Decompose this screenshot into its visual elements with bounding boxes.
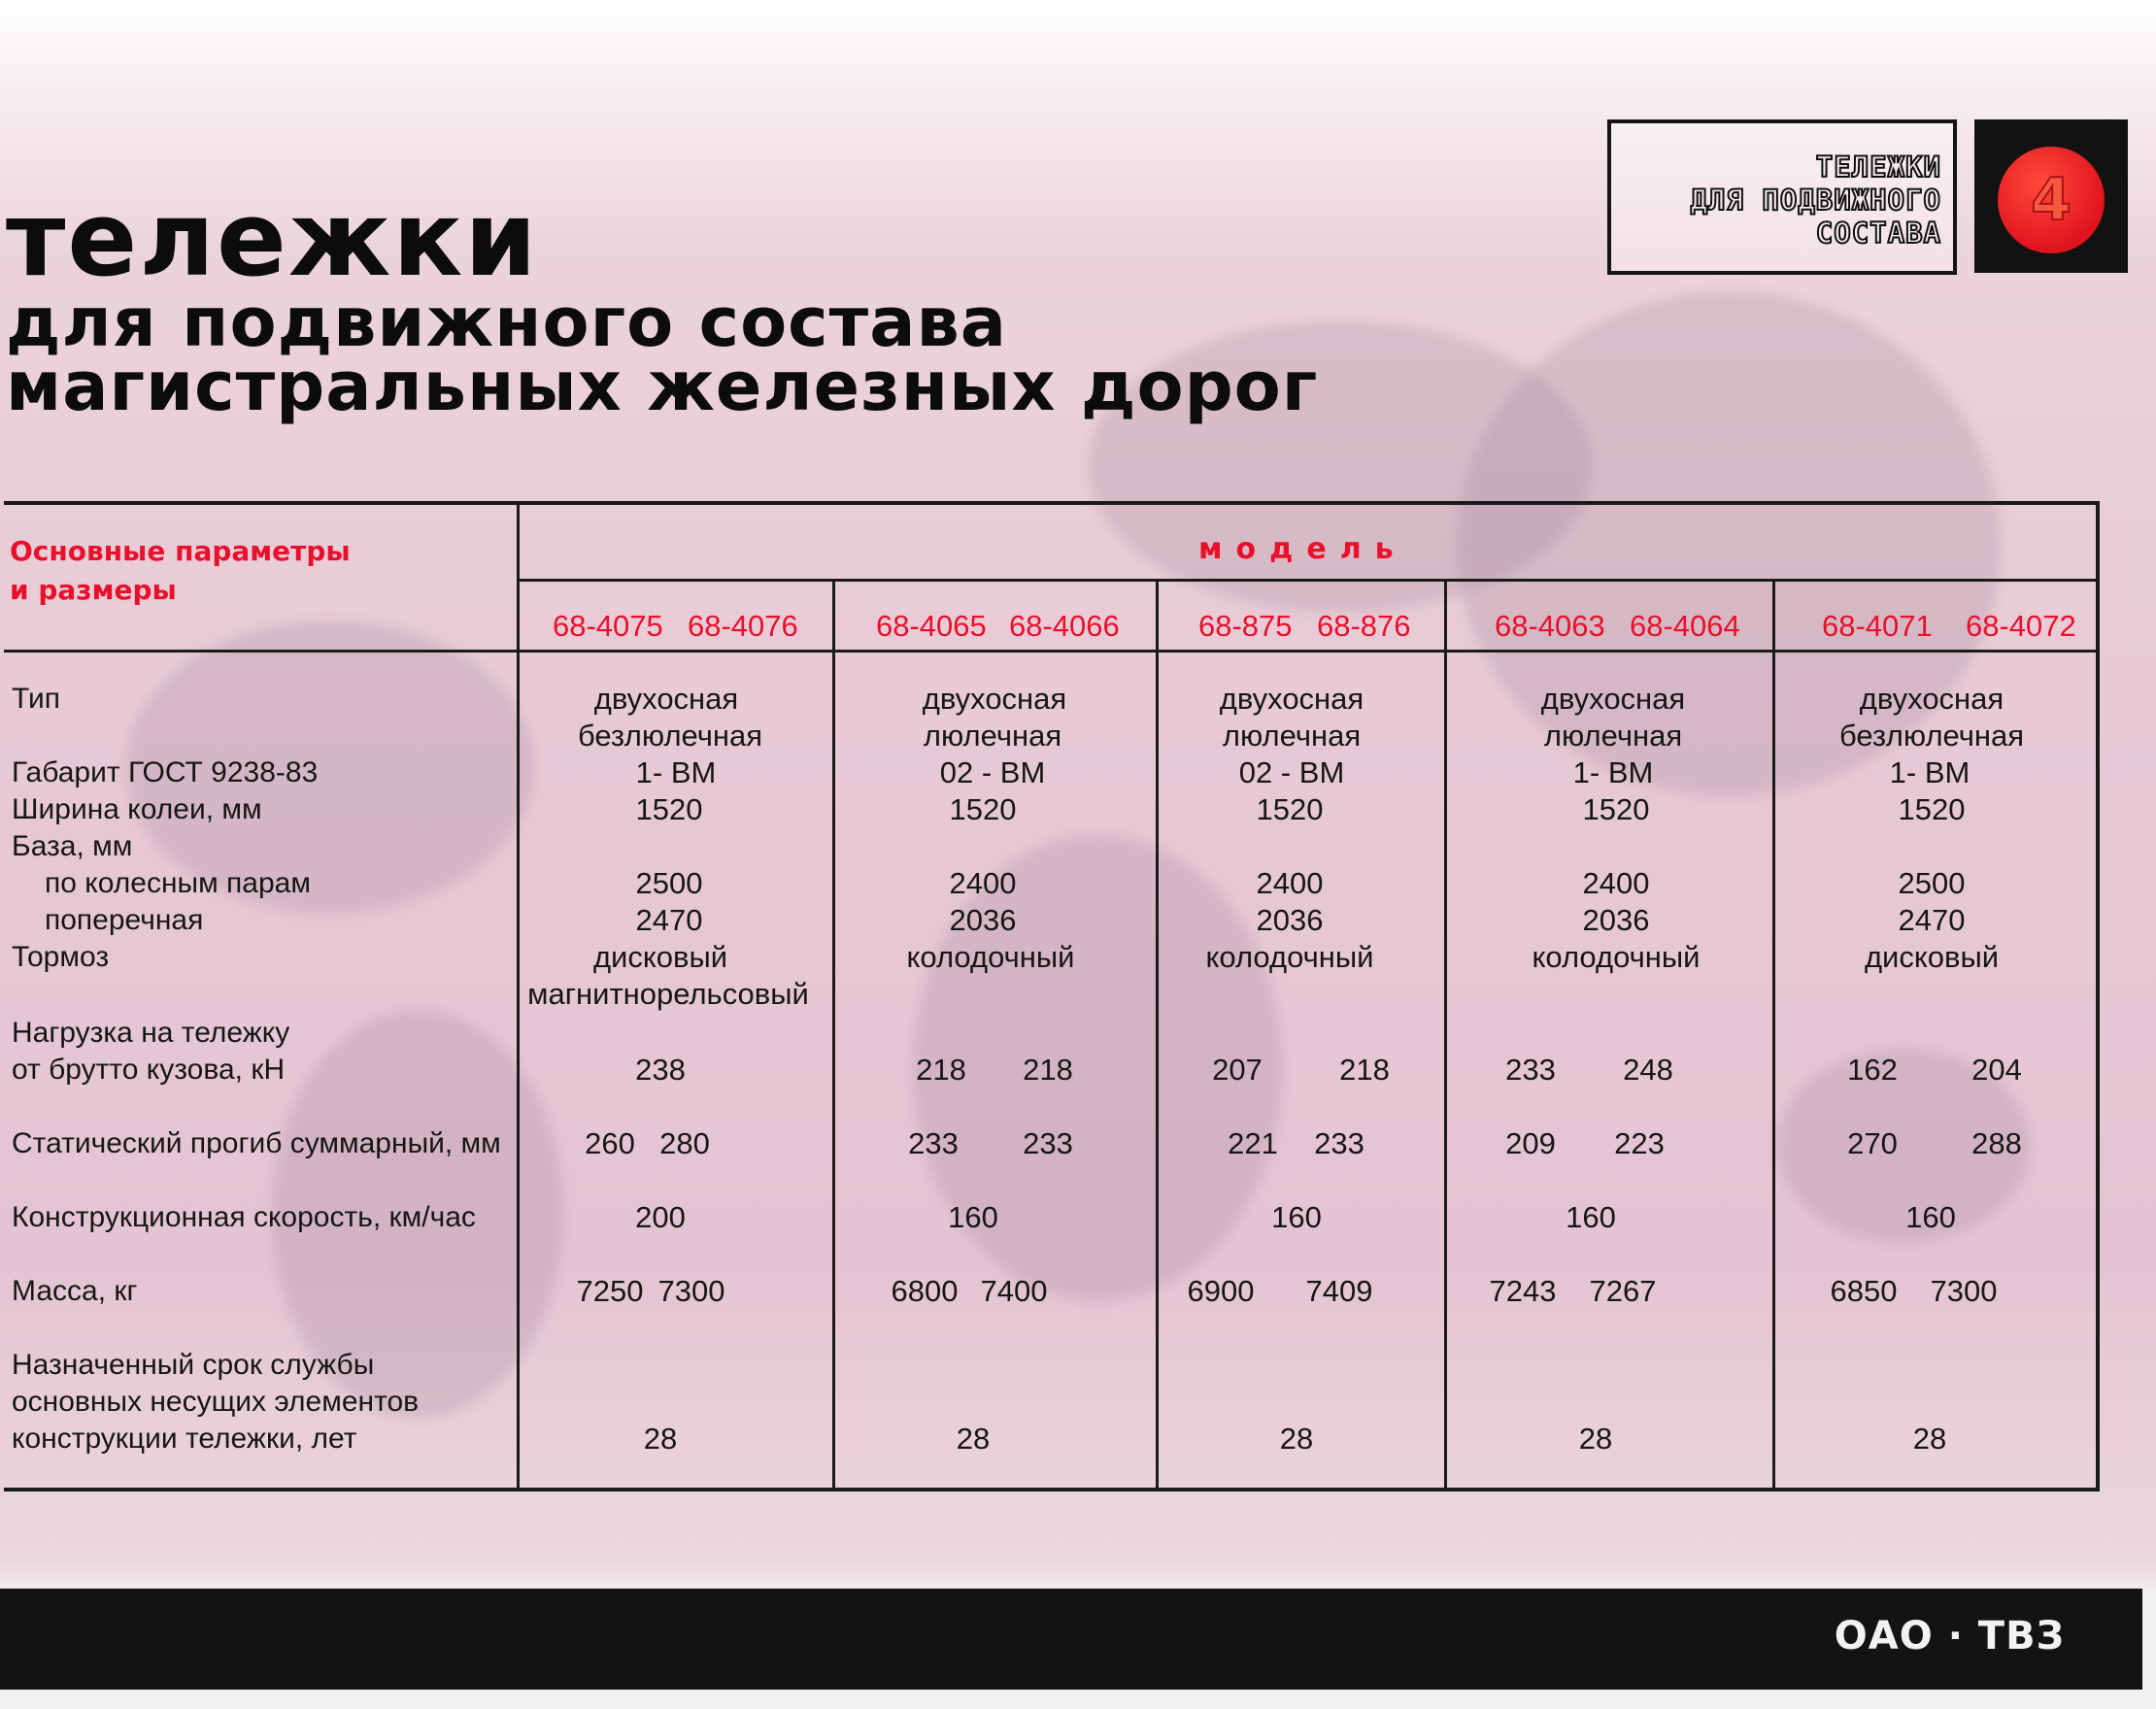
table-cell-base-wheel: 2500	[1898, 866, 1966, 900]
model-code: 68-876	[1317, 609, 1411, 643]
table-cell-deflection: 233	[1023, 1126, 1073, 1160]
table-cell-load: 204	[1971, 1053, 2022, 1087]
table-cell-mass: 7300	[1930, 1274, 1998, 1308]
params-header	[10, 532, 351, 610]
table-cell-deflection: 233	[1314, 1126, 1364, 1160]
table-cell-brake: колодочный	[1205, 940, 1374, 974]
table-cell-type: люлечная	[1222, 719, 1362, 753]
table-cell-load: 248	[1623, 1053, 1673, 1087]
table-cell-type: безлюлечная	[577, 719, 763, 753]
row-label-life: Назначенный срок службы	[12, 1349, 375, 1381]
table-cell-track: 1520	[949, 792, 1017, 826]
badge-line-1: ТЕЛЕЖКИ	[1815, 151, 1941, 184]
table-cell-life: 28	[643, 1422, 678, 1456]
table-cell-deflection: 223	[1614, 1126, 1665, 1160]
table-cell-gabarit: 1- ВМ	[635, 755, 717, 789]
row-label-base-wheel: по колесным парам	[45, 867, 311, 899]
row-label-load: Нагрузка на тележку	[12, 1017, 290, 1049]
page-title	[6, 180, 1319, 426]
table-cell-mass: 7267	[1589, 1274, 1657, 1308]
model-code: 68-4064	[1630, 609, 1740, 643]
table-cell-mass: 7409	[1305, 1274, 1373, 1308]
table-cell-load: 218	[1023, 1053, 1073, 1087]
table-cell-deflection: 233	[908, 1126, 959, 1160]
table-divider	[1444, 579, 1447, 1491]
table-cell-base-cross: 2470	[1898, 903, 1966, 937]
row-label-type: Тип	[12, 683, 61, 715]
table-cell-deflection: 221	[1228, 1126, 1278, 1160]
table-cell-type: двухосная	[1540, 682, 1686, 716]
table-divider	[1772, 579, 1775, 1491]
badge-line-2: ДЛЯ ПОДВИЖНОГО	[1690, 184, 1941, 217]
table-cell-type: двухосная	[593, 682, 739, 716]
table-cell-load: 162	[1847, 1053, 1898, 1087]
row-label-brake: Тормоз	[12, 941, 110, 973]
table-divider	[4, 650, 2100, 653]
table-cell-life: 28	[956, 1422, 991, 1456]
table-cell-speed: 160	[948, 1200, 998, 1234]
table-cell-life: 28	[1578, 1422, 1613, 1456]
model-code: 68-4063	[1495, 609, 1605, 643]
table-cell-load: 238	[635, 1053, 686, 1087]
model-code: 68-4072	[1966, 609, 2076, 643]
model-code: 68-4066	[1009, 609, 1120, 643]
table-cell-load: 218	[916, 1053, 966, 1087]
params-header-line: Основные параметры	[10, 535, 351, 567]
table-divider	[517, 579, 2100, 582]
table-divider	[832, 579, 835, 1491]
table-cell-deflection: 209	[1505, 1126, 1556, 1160]
table-cell-base-cross: 2036	[949, 903, 1017, 937]
table-cell-life: 28	[1279, 1422, 1314, 1456]
table-cell-mass: 7300	[657, 1274, 725, 1308]
table-cell-type: безлюлечная	[1838, 719, 2025, 753]
table-cell-deflection: 280	[659, 1126, 710, 1160]
table-cell-brake: дисковый	[592, 940, 728, 974]
table-cell-deflection: 270	[1847, 1126, 1898, 1160]
table-cell-base-cross: 2470	[635, 903, 703, 937]
table-cell-mass: 6900	[1187, 1274, 1255, 1308]
table-cell-brake: колодочный	[906, 940, 1075, 974]
table-cell-type: люлечная	[1543, 719, 1683, 753]
title-line-2: для подвижного состава	[6, 283, 1008, 362]
table-cell-load: 218	[1339, 1053, 1390, 1087]
row-label-life: основных несущих элементов	[12, 1386, 420, 1418]
table-cell-brake: колодочный	[1532, 940, 1701, 974]
table-cell-brake: магнитнорельсовый	[527, 977, 809, 1011]
table-cell-type: двухосная	[1859, 682, 2004, 716]
model-code: 68-4076	[688, 609, 798, 643]
table-cell-track: 1520	[635, 792, 703, 826]
row-label-base-cross: поперечная	[45, 904, 204, 936]
row-label-track: Ширина колеи, мм	[12, 793, 262, 825]
section-number: 4	[1998, 147, 2105, 253]
footer-bar	[0, 1589, 2142, 1690]
table-cell-brake: дисковый	[1864, 940, 2000, 974]
table-cell-life: 28	[1912, 1422, 1947, 1456]
table-cell-load: 233	[1505, 1053, 1556, 1087]
table-cell-base-wheel: 2400	[1256, 866, 1324, 900]
table-cell-track: 1520	[1582, 792, 1650, 826]
table-cell-base-wheel: 2400	[1582, 866, 1650, 900]
table-cell-type: двухосная	[1219, 682, 1364, 716]
section-number-box	[1974, 119, 2128, 273]
table-cell-base-cross: 2036	[1256, 903, 1324, 937]
table-cell-gabarit: 02 - ВМ	[939, 755, 1046, 789]
table-cell-mass: 6850	[1830, 1274, 1898, 1308]
row-label-gabarit: Габарит ГОСТ 9238-83	[12, 756, 319, 788]
table-cell-mass: 7400	[980, 1274, 1048, 1308]
table-cell-type: люлечная	[923, 719, 1062, 753]
title-line-3: магистральных железных дорог	[6, 347, 1319, 426]
title-line-1: тележки	[6, 180, 539, 299]
table-cell-deflection: 288	[1971, 1126, 2022, 1160]
table-cell-gabarit: 02 - ВМ	[1238, 755, 1345, 789]
table-divider	[1156, 579, 1159, 1491]
section-badge	[1607, 119, 1957, 275]
model-header: модель	[1198, 532, 1407, 566]
row-label-speed: Конструкционная скорость, км/час	[12, 1201, 476, 1233]
model-code: 68-4065	[876, 609, 987, 643]
table-cell-base-wheel: 2500	[635, 866, 703, 900]
row-label-base: База, мм	[12, 830, 133, 862]
table-cell-speed: 160	[1271, 1200, 1322, 1234]
table-cell-speed: 200	[635, 1200, 686, 1234]
table-cell-gabarit: 1- ВМ	[1889, 755, 1971, 789]
row-label-mass: Масса, кг	[12, 1275, 138, 1307]
table-cell-deflection: 260	[585, 1126, 635, 1160]
table-cell-gabarit: 1- ВМ	[1572, 755, 1654, 789]
model-code: 68-875	[1198, 609, 1293, 643]
table-cell-mass: 7250	[576, 1274, 644, 1308]
table-cell-speed: 160	[1905, 1200, 1956, 1234]
table-cell-track: 1520	[1898, 792, 1966, 826]
table-cell-mass: 7243	[1489, 1274, 1557, 1308]
row-label-life: конструкции тележки, лет	[12, 1423, 357, 1455]
model-code: 68-4071	[1822, 609, 1933, 643]
params-header-line: и размеры	[10, 574, 177, 606]
badge-line-3: СОСТАВА	[1815, 217, 1941, 250]
table-cell-mass: 6800	[891, 1274, 959, 1308]
table-cell-base-cross: 2036	[1582, 903, 1650, 937]
row-label-load: от брутто кузова, кН	[12, 1054, 286, 1086]
table-cell-base-wheel: 2400	[949, 866, 1017, 900]
table-cell-speed: 160	[1566, 1200, 1616, 1234]
row-label-deflection: Статический прогиб суммарный, мм	[12, 1127, 501, 1159]
table-cell-type: двухосная	[922, 682, 1067, 716]
table-cell-load: 207	[1212, 1053, 1263, 1087]
table-cell-track: 1520	[1256, 792, 1324, 826]
company-name: ОАО · ТВЗ	[1834, 1614, 2065, 1659]
model-code: 68-4075	[553, 609, 663, 643]
